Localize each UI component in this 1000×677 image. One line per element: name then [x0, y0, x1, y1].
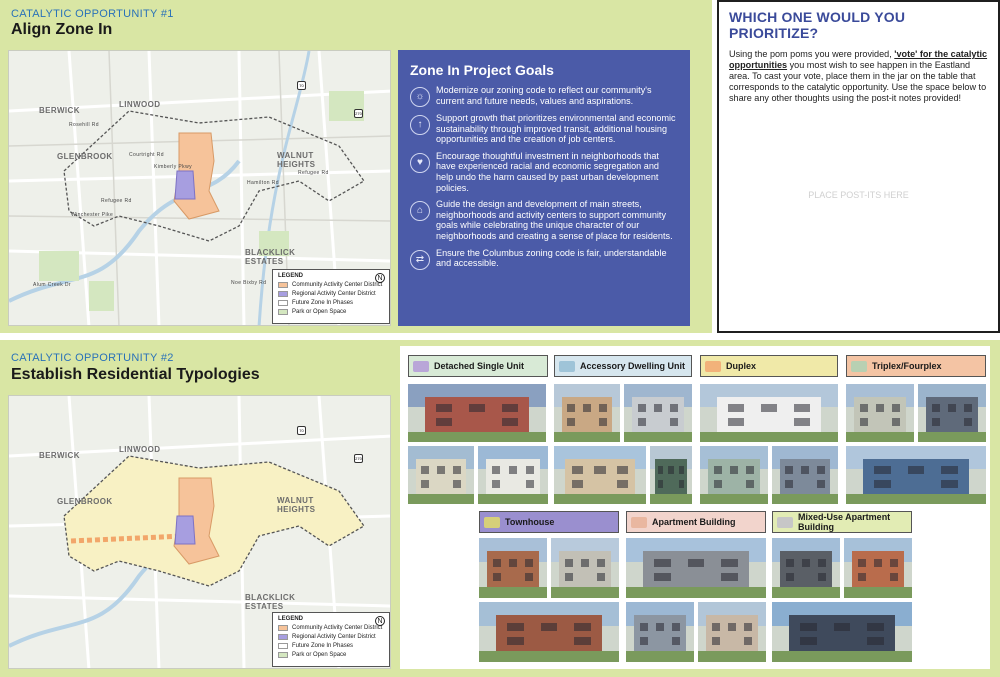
road-label: Winchester Pike [71, 212, 114, 218]
house-icon [413, 361, 429, 372]
photo-townhouse [479, 602, 619, 662]
road-label: Refugee Rd [298, 170, 329, 176]
photo-mixed-use-apartment [772, 602, 912, 662]
zone-map-2 [8, 395, 391, 669]
vote-emphasis: 'vote' for the catalytic opportunities [729, 49, 988, 70]
prioritize-instructions: Using the pom poms you were provided, 'vote' for the catalytic opportunities you most wish to see happen in the Eastland area. To cast your vote, place them in the jar on the table that corresponds to the catalytic opportunity. Use the space below to share any other thoughts using the post-it notes provided! [729, 49, 988, 103]
road-label: Rosehill Rd [69, 122, 99, 128]
goal-item: ⌂ Guide the design and development of main streets, neighborhoods and activity centers to support community goals while celebrating the unique character of our neighborhoods and creating a sense of place for residents. [410, 199, 678, 241]
goal-item: ☼ Modernize our zoning code to reflect our community's current and future needs, values and aspirations. [410, 85, 678, 107]
growth-icon: ↑ [410, 115, 430, 135]
photo-townhouse [479, 538, 547, 598]
zone-map-1 [8, 50, 391, 326]
house-icon [705, 361, 721, 372]
project-goals-panel [398, 50, 690, 326]
interstate-shield: 70 [297, 81, 306, 90]
goal-item: ♥ Encourage thoughtful investment in neighborhoods that have experienced racial and economic segregation and help undo the harm caused by past urban development policies. [410, 151, 678, 193]
legend-item: Park or Open Space [278, 651, 384, 658]
prioritize-title: WHICH ONE WOULD YOU PRIORITIZE? [729, 9, 906, 41]
place-blacklick-estates: BLACKLICK ESTATES [245, 248, 296, 266]
photo-triplex-fourplex [846, 446, 986, 504]
legend-title: LEGEND [278, 273, 304, 279]
map-1-legend [272, 269, 390, 324]
neighborhood-icon: ⌂ [410, 201, 430, 221]
photo-triplex-fourplex [918, 384, 986, 442]
photo-accessory-dwelling-unit [554, 384, 620, 442]
road-label: Hamilton Rd [247, 180, 279, 186]
typology-duplex: Duplex [700, 355, 838, 377]
community-icon: ♥ [410, 153, 430, 173]
place-walnut-heights: WALNUT HEIGHTS [277, 496, 316, 514]
typology-accessory-dwelling-unit: Accessory Dwelling Unit [554, 355, 692, 377]
goals-title: Zone In Project Goals [410, 62, 554, 78]
place-berwick: BERWICK [39, 106, 80, 115]
photo-duplex [700, 446, 768, 504]
map-2-legend [272, 612, 390, 667]
legend-item: Community Activity Center District [278, 624, 384, 631]
legend-item: Regional Activity Center District [278, 633, 384, 640]
op2-kicker: CATALYTIC OPPORTUNITY #2 [11, 352, 174, 364]
op1-title: Align Zone In [11, 21, 113, 38]
road-label: Refugee Rd [101, 198, 132, 204]
place-berwick: BERWICK [39, 451, 80, 460]
photo-mixed-use-apartment [844, 538, 912, 598]
op1-kicker: CATALYTIC OPPORTUNITY #1 [11, 8, 174, 20]
place-walnut-heights: WALNUT HEIGHTS [277, 151, 316, 169]
building-icon [631, 517, 647, 528]
photo-duplex [772, 446, 838, 504]
photo-detached-single-unit [408, 384, 546, 442]
photo-apartment-building [698, 602, 766, 662]
house-icon [851, 361, 867, 372]
typology-townhouse: Townhouse [479, 511, 619, 533]
legend-item: Future Zone In Phases [278, 642, 384, 649]
typology-apartment-building: Apartment Building [626, 511, 766, 533]
building-icon [777, 517, 793, 528]
op2-title: Establish Residential Typologies [11, 366, 260, 383]
house-icon [559, 361, 575, 372]
photo-triplex-fourplex [846, 384, 914, 442]
legend-item: Future Zone In Phases [278, 299, 384, 306]
photo-townhouse [551, 538, 619, 598]
interstate-shield: 70 [297, 426, 306, 435]
photo-mixed-use-apartment [772, 538, 840, 598]
goal-item: ⇄ Ensure the Columbus zoning code is fair, understandable and accessible. [410, 248, 678, 270]
photo-apartment-building [626, 602, 694, 662]
road-label: Courtright Rd [129, 152, 164, 158]
road-label: Alum Creek Dr [33, 282, 71, 288]
postit-area-label: PLACE POST-ITS HERE [808, 190, 909, 200]
legend-title: LEGEND [278, 616, 304, 622]
north-arrow-icon: N [375, 616, 385, 626]
goal-item: ↑ Support growth that prioritizes environmental and economic sustainability through improved transit, additional housing opportunities and the creation of job centers. [410, 113, 678, 145]
legend-item: Regional Activity Center District [278, 290, 384, 297]
photo-detached-single-unit [408, 446, 474, 504]
lightbulb-icon: ☼ [410, 87, 430, 107]
interstate-shield: 270 [355, 111, 362, 116]
photo-accessory-dwelling-unit [554, 446, 646, 504]
place-glenbrook: GLENBROOK [57, 497, 113, 506]
legend-item: Community Activity Center District [278, 281, 384, 288]
interstate-shield: 270 [355, 456, 362, 461]
residential-typologies [400, 346, 990, 669]
typology-triplex-fourplex: Triplex/Fourplex [846, 355, 986, 377]
handshake-icon: ⇄ [410, 250, 430, 270]
place-linwood: LINWOOD [119, 445, 161, 454]
photo-accessory-dwelling-unit [650, 446, 692, 504]
photo-accessory-dwelling-unit [624, 384, 692, 442]
photo-apartment-building [626, 538, 766, 598]
place-glenbrook: GLENBROOK [57, 152, 113, 161]
north-arrow-icon: N [375, 273, 385, 283]
typology-mixed-use-apartment: Mixed-Use Apartment Building [772, 511, 912, 533]
place-linwood: LINWOOD [119, 100, 161, 109]
road-label: Noe Bixby Rd [231, 280, 267, 286]
legend-item: Park or Open Space [278, 308, 384, 315]
typology-detached-single-unit: Detached Single Unit [408, 355, 548, 377]
road-label: Kimberly Pkwy [154, 164, 192, 170]
photo-detached-single-unit [478, 446, 548, 504]
photo-duplex [700, 384, 838, 442]
place-blacklick-estates: BLACKLICK ESTATES [245, 593, 296, 611]
prioritize-box[interactable] [717, 0, 1000, 333]
house-icon [484, 517, 500, 528]
